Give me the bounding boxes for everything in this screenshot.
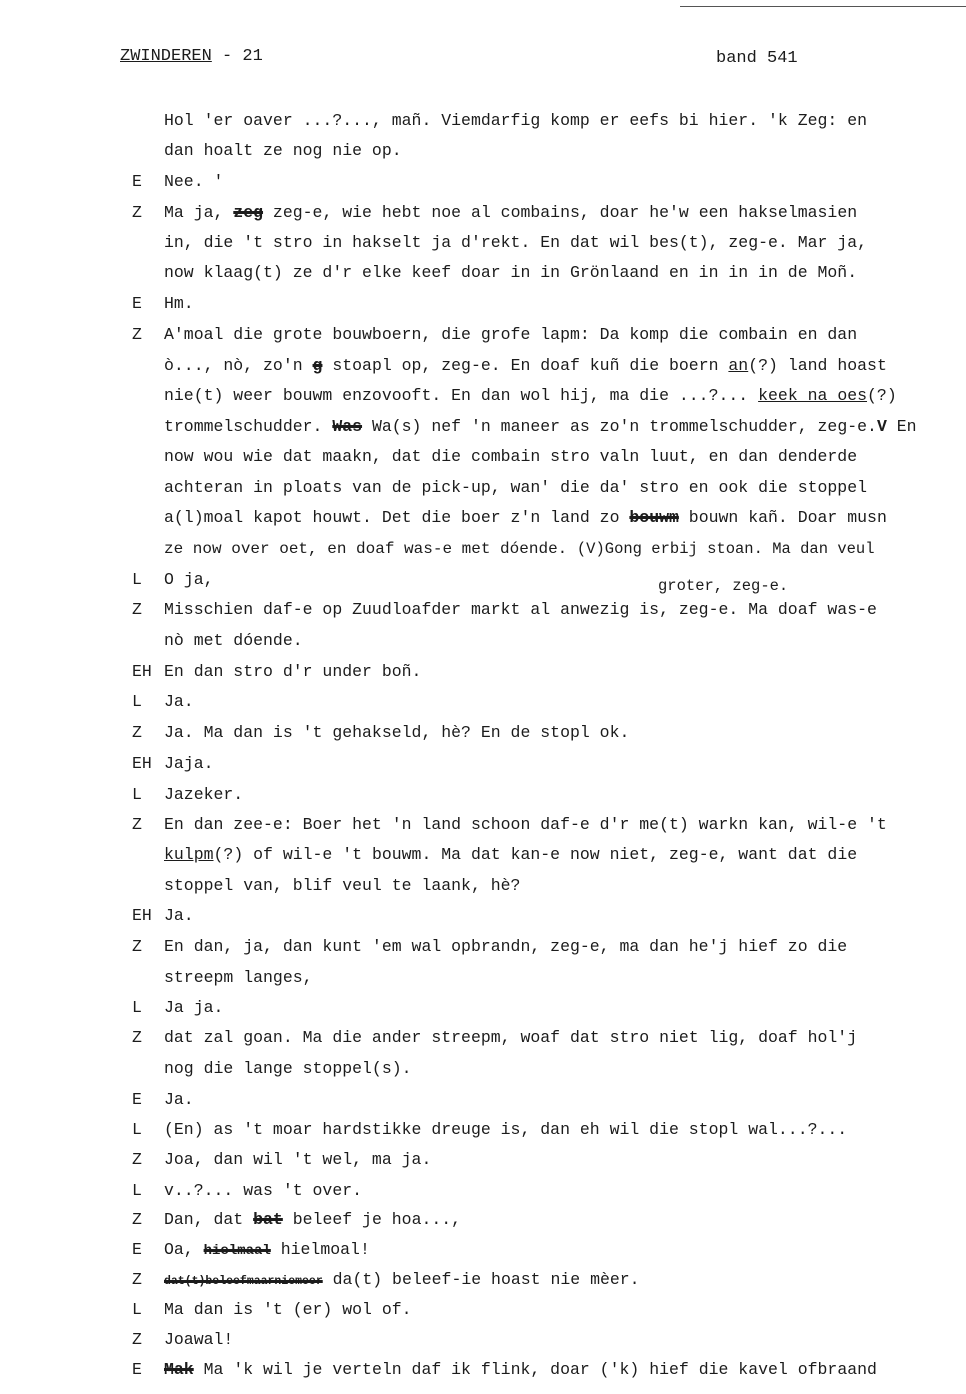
- transcript-line: Hm.: [164, 294, 194, 313]
- line-text: stoapl op, zeg-e. En doaf kuñ die boern: [322, 356, 729, 375]
- speaker-label: Z: [132, 937, 142, 956]
- transcript-line: [164, 1360, 877, 1380]
- speaker-label: L: [132, 692, 142, 711]
- transcript-line: in, die 't stro in hakselt ja d'rekt. En dat wil bes(t), zeg-e. Mar ja,: [164, 233, 868, 252]
- speaker-label: Z: [132, 1028, 142, 1047]
- speaker-label: L: [132, 785, 142, 804]
- line-text: ze now over oet, en doaf was-e met dóende.: [164, 540, 577, 558]
- line-text: (?) of wil-e 't bouwm. Ma dat kan-e now niet, zeg-e, want dat die: [213, 845, 858, 864]
- top-rule: [680, 6, 966, 7]
- speaker-label: EH: [132, 754, 152, 773]
- transcript-line: v..?... was 't over.: [164, 1181, 363, 1200]
- speaker-label: L: [132, 1120, 142, 1139]
- transcript-line: [164, 1270, 640, 1292]
- transcript-line: streepm langes,: [164, 968, 313, 987]
- header-page-number: - 21: [211, 47, 263, 66]
- transcript-line: O ja,: [164, 570, 214, 589]
- struck-text: zeg: [233, 203, 264, 222]
- transcript-line: [164, 356, 887, 376]
- line-text: Ma ja,: [164, 203, 234, 222]
- transcript-line: Joa, dan wil 't wel, ma ja.: [164, 1150, 432, 1169]
- transcript-line: En dan zee-e: Boer het 'n land schoon daf-e d'r me(t) warkn kan, wil-e 't: [164, 815, 887, 834]
- transcript-line: Ja. Ma dan is 't gehakseld, hè? En de stopl ok.: [164, 723, 630, 742]
- struck-text: bat: [253, 1210, 283, 1229]
- transcript-line: Ja ja.: [164, 998, 224, 1017]
- header-band-number: band 541: [716, 49, 798, 68]
- speaker-label: E: [132, 172, 142, 191]
- speaker-label: L: [132, 998, 142, 1017]
- line-text: nie(t) weer bouwm enzovooft. En dan wol hij, ma die ...?...: [164, 386, 759, 405]
- transcript-line: now wou wie dat maakn, dat die combain stro valn luut, en dan denderde: [164, 447, 858, 466]
- struck-text: dat(t)beleefmaarniemeer: [164, 1275, 323, 1288]
- speaker-label: Z: [132, 325, 142, 344]
- speaker-label: E: [132, 1360, 142, 1379]
- transcript-line: Misschien daf-e op Zuudloafder markt al anwezig is, zeg-e. Ma doaf was-e: [164, 600, 877, 619]
- transcript-line: [164, 1210, 461, 1230]
- transcript-line: dat zal goan. Ma die ander streepm, woaf dat stro niet lig, doaf hol'j: [164, 1028, 858, 1047]
- transcript-line: nò met dóende.: [164, 631, 303, 650]
- underlined-text: an: [728, 356, 749, 375]
- line-text: En: [886, 417, 917, 436]
- transcript-line: Jazeker.: [164, 785, 244, 804]
- transcript-line: [164, 845, 857, 865]
- line-text: a(l)moal kapot houwt. Det die boer z'n land zo: [164, 508, 630, 527]
- struck-text: Mak: [164, 1360, 194, 1379]
- line-text: (?): [867, 386, 897, 405]
- transcript-line: Joawal!: [164, 1330, 234, 1349]
- transcript-line: [164, 539, 875, 559]
- line-text: da(t) beleef-ie hoast nie mèer.: [322, 1270, 640, 1289]
- speaker-label: Z: [132, 600, 142, 619]
- line-text: trommelschudder.: [164, 417, 333, 436]
- transcript-line: [164, 203, 857, 223]
- line-text: bouwn kañ. Doar musn: [678, 508, 887, 527]
- speaker-label: E: [132, 1090, 142, 1109]
- speaker-label: Z: [132, 203, 142, 222]
- transcript-line: Ja.: [164, 692, 194, 711]
- line-text: beleef je hoa...,: [282, 1210, 462, 1229]
- speaker-label: Z: [132, 1210, 142, 1229]
- struck-text: Was: [332, 417, 363, 436]
- underlined-text: keek na oes: [758, 386, 868, 405]
- transcript-line: now klaag(t) ze d'r elke keef doar in in Grönlaand en in in in de Moñ.: [164, 263, 858, 282]
- line-text: Ma 'k wil je verteln daf ik flink, doar ('k) hief die kavel ofbraand: [193, 1360, 877, 1379]
- speaker-label: E: [132, 1240, 142, 1259]
- transcript-line: [164, 417, 917, 437]
- line-text: hielmoal!: [270, 1240, 370, 1259]
- transcript-line: [164, 386, 897, 406]
- handwritten-note: groter, zeg-e.: [658, 577, 789, 595]
- handwritten-insertion: (V)Gong erbij stoan. Ma dan veul: [576, 540, 875, 558]
- page-header-title: [120, 47, 263, 66]
- transcript-line: (En) as 't moar hardstikke dreuge is, dan eh wil die stopl wal...?...: [164, 1120, 848, 1139]
- speaker-label: Z: [132, 1150, 142, 1169]
- speaker-label: L: [132, 570, 142, 589]
- transcript-line: A'moal die grote bouwboern, die grofe lapm: Da komp die combain en dan: [164, 325, 858, 344]
- insertion-mark: V: [876, 417, 887, 436]
- speaker-label: Z: [132, 1270, 142, 1289]
- speaker-label: Z: [132, 1330, 142, 1349]
- transcript-line: Ja.: [164, 1090, 194, 1109]
- transcript-line: En dan stro d'r under boñ.: [164, 662, 422, 681]
- line-text: ò..., nò, zo'n: [164, 356, 313, 375]
- underlined-text: kulpm: [164, 845, 214, 864]
- transcript-line: Nee. ': [164, 172, 224, 191]
- transcript-line: dan hoalt ze nog nie op.: [164, 141, 402, 160]
- speaker-label: L: [132, 1300, 142, 1319]
- transcript-line: stoppel van, blif veul te laank, hè?: [164, 876, 521, 895]
- line-text: Dan, dat: [164, 1210, 254, 1229]
- transcript-line: Jaja.: [164, 754, 214, 773]
- header-place-name: ZWINDEREN: [120, 47, 212, 66]
- transcript-line: [164, 508, 887, 528]
- transcript-line: Hol 'er oaver ...?..., mañ. Viemdarfig komp er eefs bi hier. 'k Zeg: en: [164, 111, 868, 130]
- speaker-label: L: [132, 1181, 142, 1200]
- transcript-line: En dan, ja, dan kunt 'em wal opbrandn, zeg-e, ma dan he'j hief zo die: [164, 937, 848, 956]
- speaker-label: Z: [132, 815, 142, 834]
- transcript-line: achteran in ploats van de pick-up, wan' die da' stro en ook die stoppel: [164, 478, 868, 497]
- line-text: Oa,: [164, 1240, 204, 1259]
- line-text: Wa(s) nef 'n maneer as zo'n trommelschudder, zeg-e.: [362, 417, 877, 436]
- transcript-line: [164, 1240, 370, 1261]
- struck-text: bouwm: [629, 508, 679, 527]
- transcript-line: Ja.: [164, 906, 194, 925]
- struck-text: g: [312, 356, 323, 375]
- transcript-line: nog die lange stoppel(s).: [164, 1059, 412, 1078]
- speaker-label: EH: [132, 906, 152, 925]
- line-text: (?) land hoast: [748, 356, 887, 375]
- line-text: zeg-e, wie hebt noe al combains, doar he'w een hakselmasien: [263, 203, 858, 222]
- speaker-label: E: [132, 294, 142, 313]
- speaker-label: EH: [132, 662, 152, 681]
- struck-text: hielmaal: [203, 1243, 271, 1259]
- transcript-line: Ma dan is 't (er) wol of.: [164, 1300, 412, 1319]
- speaker-label: Z: [132, 723, 142, 742]
